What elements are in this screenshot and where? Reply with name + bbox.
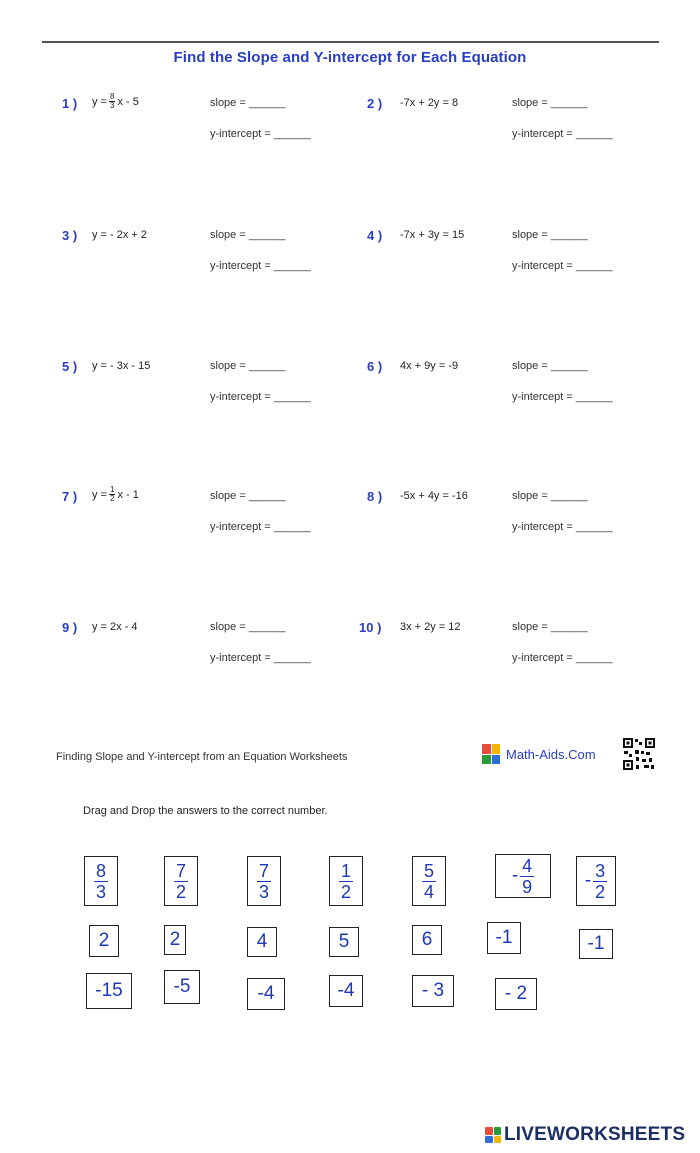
problem-equation bbox=[92, 486, 139, 503]
answer-card[interactable] bbox=[412, 975, 454, 1007]
problem-number: 5 ) bbox=[62, 359, 78, 374]
liveworksheets-logo-icon bbox=[485, 1127, 501, 1143]
math-aids-logo-text: Math-Aids.Com bbox=[506, 746, 596, 762]
y-intercept-answer-blank[interactable]: y-intercept = ______ bbox=[512, 521, 613, 533]
slope-answer-blank[interactable]: slope = ______ bbox=[210, 621, 286, 633]
equation-text: 3x + 2y = 12 bbox=[400, 621, 461, 633]
problem-equation bbox=[400, 621, 461, 633]
equation-text: -7x + 3y = 15 bbox=[400, 229, 465, 241]
card-value: 4 bbox=[256, 931, 268, 952]
problem-equation bbox=[400, 490, 468, 502]
card-fraction bbox=[94, 861, 108, 902]
answer-card[interactable] bbox=[329, 927, 359, 957]
answer-card[interactable] bbox=[329, 856, 363, 906]
answer-card[interactable] bbox=[487, 922, 521, 954]
equation-text: y = - 2x + 2 bbox=[92, 229, 148, 241]
card-value: -1 bbox=[495, 927, 513, 948]
equation-text: x - 1 bbox=[117, 488, 139, 501]
problem-number: 9 ) bbox=[62, 620, 78, 635]
problem-equation bbox=[400, 360, 458, 372]
card-fraction bbox=[174, 861, 188, 902]
card-fraction bbox=[257, 861, 271, 902]
fraction-denominator: 2 bbox=[109, 494, 115, 503]
card-value: -4 bbox=[337, 980, 355, 1001]
answer-card[interactable] bbox=[576, 856, 616, 906]
answer-card[interactable] bbox=[579, 929, 613, 959]
card-numerator: 7 bbox=[258, 860, 269, 881]
card-fraction bbox=[339, 861, 353, 902]
card-denominator: 9 bbox=[522, 876, 533, 897]
equation-text: y = - 3x - 15 bbox=[92, 360, 151, 372]
slope-answer-blank[interactable]: slope = ______ bbox=[210, 360, 286, 372]
y-intercept-answer-blank[interactable]: y-intercept = ______ bbox=[210, 391, 311, 403]
fraction-numerator: 1 bbox=[109, 485, 115, 494]
y-intercept-answer-blank[interactable]: y-intercept = ______ bbox=[210, 260, 311, 272]
problem-equation bbox=[92, 93, 139, 110]
drag-drop-instructions: Drag and Drop the answers to the correct number. bbox=[83, 805, 328, 817]
y-intercept-answer-blank[interactable]: y-intercept = ______ bbox=[210, 521, 311, 533]
equation-text: y = 2x - 4 bbox=[92, 621, 138, 633]
equation-text: y = bbox=[92, 95, 107, 108]
card-denominator: 3 bbox=[95, 881, 106, 902]
header-rule bbox=[42, 41, 659, 43]
card-value: - 3 bbox=[421, 980, 445, 1001]
y-intercept-answer-blank[interactable]: y-intercept = ______ bbox=[512, 260, 613, 272]
fraction-numerator: 8 bbox=[109, 92, 115, 101]
slope-answer-blank[interactable]: slope = ______ bbox=[512, 229, 588, 241]
problem-number: 10 ) bbox=[359, 620, 382, 635]
y-intercept-answer-blank[interactable]: y-intercept = ______ bbox=[210, 652, 311, 664]
answer-card[interactable] bbox=[89, 925, 119, 957]
slope-answer-blank[interactable]: slope = ______ bbox=[512, 97, 588, 109]
equation-fraction bbox=[109, 486, 115, 503]
answer-card[interactable] bbox=[86, 973, 132, 1009]
liveworksheets-brand bbox=[485, 1124, 685, 1146]
problem-number: 8 ) bbox=[367, 489, 383, 504]
problem-number: 2 ) bbox=[367, 96, 383, 111]
card-denominator: 2 bbox=[340, 881, 351, 902]
card-value: -5 bbox=[173, 976, 191, 997]
problem-number: 7 ) bbox=[62, 489, 78, 504]
slope-answer-blank[interactable]: slope = ______ bbox=[210, 490, 286, 502]
card-denominator: 3 bbox=[258, 881, 269, 902]
answer-card[interactable] bbox=[412, 856, 446, 906]
equation-fraction bbox=[109, 93, 115, 110]
card-value: -1 bbox=[587, 933, 605, 954]
card-numerator: 5 bbox=[423, 860, 434, 881]
card-sign: - bbox=[584, 870, 592, 891]
worksheet-title: Find the Slope and Y-intercept for Each Equation bbox=[173, 49, 527, 66]
card-fraction bbox=[422, 861, 436, 902]
card-value: - 2 bbox=[504, 983, 528, 1004]
answer-card[interactable] bbox=[84, 856, 118, 906]
answer-card[interactable] bbox=[495, 854, 551, 898]
card-sign: - bbox=[511, 865, 519, 886]
card-fraction bbox=[520, 856, 534, 897]
problem-equation bbox=[400, 97, 458, 109]
slope-answer-blank[interactable]: slope = ______ bbox=[210, 97, 286, 109]
y-intercept-answer-blank[interactable]: y-intercept = ______ bbox=[512, 128, 613, 140]
card-numerator: 8 bbox=[95, 860, 106, 881]
card-denominator: 2 bbox=[175, 881, 186, 902]
card-denominator: 4 bbox=[423, 881, 434, 902]
card-value: 2 bbox=[98, 930, 110, 951]
answer-card[interactable] bbox=[495, 978, 537, 1010]
answer-card[interactable] bbox=[247, 927, 277, 957]
card-numerator: 3 bbox=[595, 860, 606, 881]
card-value: -4 bbox=[257, 983, 275, 1004]
answer-card[interactable] bbox=[247, 978, 285, 1010]
y-intercept-answer-blank[interactable]: y-intercept = ______ bbox=[512, 652, 613, 664]
card-fraction bbox=[593, 861, 607, 902]
problem-equation bbox=[92, 229, 147, 241]
worksheet-footer-text: Finding Slope and Y-intercept from an Equation Worksheets bbox=[56, 751, 348, 763]
problem-number: 4 ) bbox=[367, 228, 383, 243]
card-value: 2 bbox=[169, 929, 181, 950]
slope-answer-blank[interactable]: slope = ______ bbox=[512, 360, 588, 372]
equation-text: 4x + 9y = -9 bbox=[400, 360, 459, 372]
problem-equation bbox=[92, 360, 150, 372]
y-intercept-answer-blank[interactable]: y-intercept = ______ bbox=[512, 391, 613, 403]
answer-card[interactable] bbox=[164, 856, 198, 906]
slope-answer-blank[interactable]: slope = ______ bbox=[512, 621, 588, 633]
answer-card[interactable] bbox=[247, 856, 281, 906]
problem-number: 1 ) bbox=[62, 96, 78, 111]
problem-equation bbox=[92, 621, 138, 633]
problem-number: 6 ) bbox=[367, 359, 383, 374]
problem-equation bbox=[400, 229, 464, 241]
answer-card[interactable] bbox=[164, 925, 186, 955]
equation-text: -7x + 2y = 8 bbox=[400, 97, 459, 109]
card-value: 5 bbox=[338, 931, 350, 952]
qr-code-icon bbox=[622, 737, 656, 771]
card-value: -15 bbox=[95, 980, 123, 1001]
answer-card[interactable] bbox=[329, 975, 363, 1007]
equation-text: x - 5 bbox=[117, 95, 139, 108]
answer-card[interactable] bbox=[412, 925, 442, 955]
slope-answer-blank[interactable]: slope = ______ bbox=[210, 229, 286, 241]
equation-text: -5x + 4y = -16 bbox=[400, 490, 468, 502]
fraction-denominator: 3 bbox=[109, 101, 115, 110]
card-denominator: 2 bbox=[595, 881, 606, 902]
card-numerator: 7 bbox=[175, 860, 186, 881]
equation-text: y = bbox=[92, 488, 107, 501]
math-aids-logo bbox=[482, 744, 596, 764]
liveworksheets-brand-text: LIVEWORKSHEETS bbox=[504, 1124, 686, 1145]
math-aids-logo-icon bbox=[482, 744, 500, 764]
slope-answer-blank[interactable]: slope = ______ bbox=[512, 490, 588, 502]
card-numerator: 4 bbox=[522, 855, 533, 876]
answer-card[interactable] bbox=[164, 970, 200, 1004]
card-numerator: 1 bbox=[340, 860, 351, 881]
card-value: 6 bbox=[421, 929, 433, 950]
y-intercept-answer-blank[interactable]: y-intercept = ______ bbox=[210, 128, 311, 140]
problem-number: 3 ) bbox=[62, 228, 78, 243]
